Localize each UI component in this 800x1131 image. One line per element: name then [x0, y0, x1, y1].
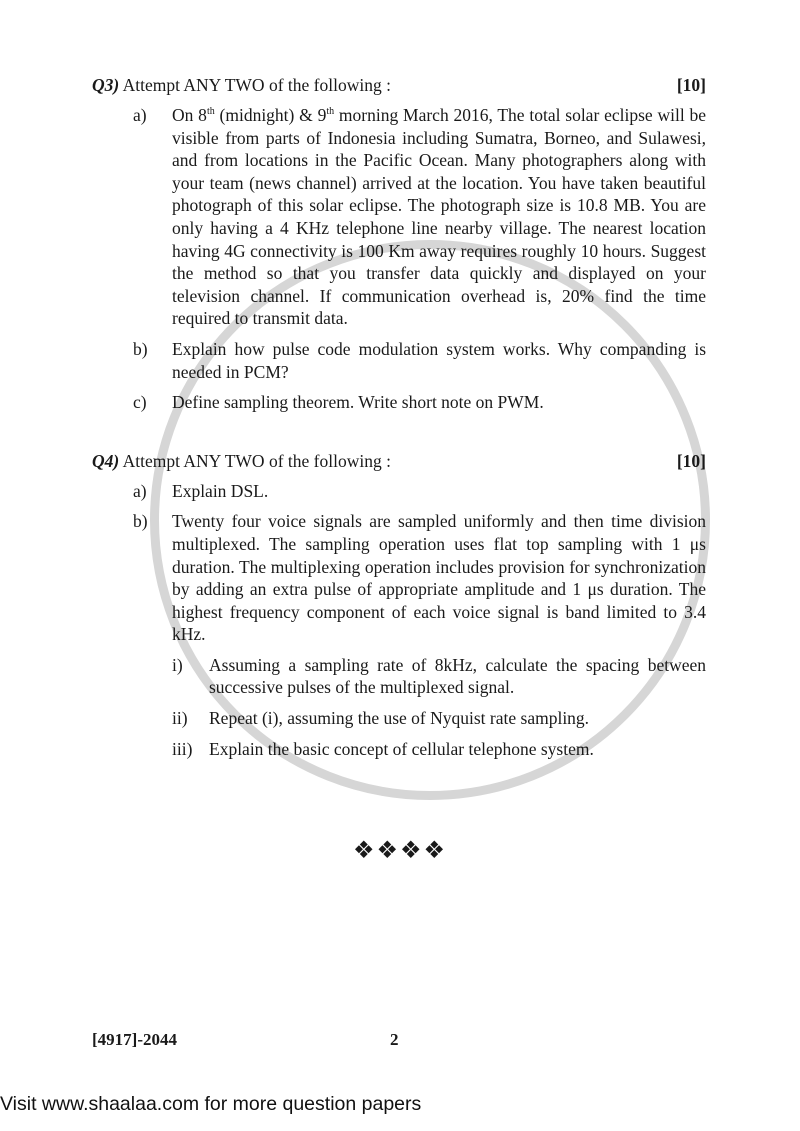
question-marks: [10]: [676, 75, 706, 95]
paper-code: [4917]-2044: [92, 1030, 177, 1049]
visit-link[interactable]: Visit www.shaalaa.com for more question papers: [0, 1093, 422, 1115]
subitem-label: iii): [172, 738, 193, 759]
item-label: c): [133, 392, 147, 413]
item-text: Define sampling theorem. Write short note on PWM.: [172, 392, 544, 413]
question-number: Q3): [92, 75, 120, 95]
subitem-text: Assuming a sampling rate of 8kHz, calculate the spacing between successive pulses of the multiplexed signal.: [209, 654, 706, 698]
item-label: a): [133, 105, 147, 125]
question-number: Q4): [92, 450, 120, 471]
item-text: Explain how pulse code modulation system works. Why companding is needed in PCM?: [172, 338, 706, 382]
text-segment: (midnight) & 9: [214, 105, 327, 125]
q4-item-b: [133, 510, 706, 760]
text-segment: morning March 2016, The total solar eclipse will be visible from parts of Indonesia including Sumatra, Borneo, and Sulawesi, and from locations in the Pacific Ocean. Many photographers along with your team (news channel) arrived at the location. You have taken beautiful photograph of this solar eclipse. The photograph size is 10.8 MB. You are only having a 4 KHz telephone line nearby village. The nearest location having 4G connectivity is 100 Km away requires roughly 10 hours. Suggest the method so that you transfer data quickly and displayed on your television channel. If communication overhead is, 20% find the time required to transmit data.: [172, 105, 706, 329]
subitem-text: Explain the basic concept of cellular telephone system.: [209, 738, 594, 759]
question-title: Attempt ANY TWO of the following :: [122, 75, 391, 95]
q4-subitem-ii: [172, 707, 706, 730]
question-title: Attempt ANY TWO of the following :: [122, 450, 391, 471]
q4-item-a: [133, 480, 706, 503]
question-content: [92, 74, 706, 866]
item-label: b): [133, 338, 148, 359]
question-marks: [10]: [676, 450, 706, 471]
superscript: th: [326, 106, 335, 118]
q3-item-b: [133, 338, 706, 383]
item-label: b): [133, 511, 148, 532]
subitem-label: ii): [172, 708, 188, 729]
q4-subitem-i: [172, 654, 706, 699]
page-number: 2: [390, 1030, 399, 1049]
subitem-label: i): [172, 654, 183, 675]
subitem-text: Repeat (i), assuming the use of Nyquist rate sampling.: [209, 708, 590, 729]
item-text: Explain DSL.: [172, 480, 269, 501]
text-segment: On 8: [172, 105, 207, 125]
item-text: [172, 104, 706, 330]
item-text: Twenty four voice signals are sampled uniformly and then time division multiplexed. The sampling operation uses flat top sampling with 1 μs duration. The multiplexing operation includes provision for synchronization by adding an extra pulse of appropriate amplitude and 1 μs duration. The highest frequency component of each voice signal is band limited to 3.4 kHz.: [172, 511, 706, 645]
q3-item-a: [133, 104, 706, 330]
superscript: th: [206, 106, 215, 118]
end-ornament-icon: ❖❖❖❖: [352, 838, 448, 865]
q4-subitem-iii: [172, 738, 706, 761]
q3-heading: [92, 74, 706, 96]
q4-heading: [92, 450, 706, 472]
item-label: a): [133, 480, 147, 501]
q3-item-c: [133, 391, 706, 414]
